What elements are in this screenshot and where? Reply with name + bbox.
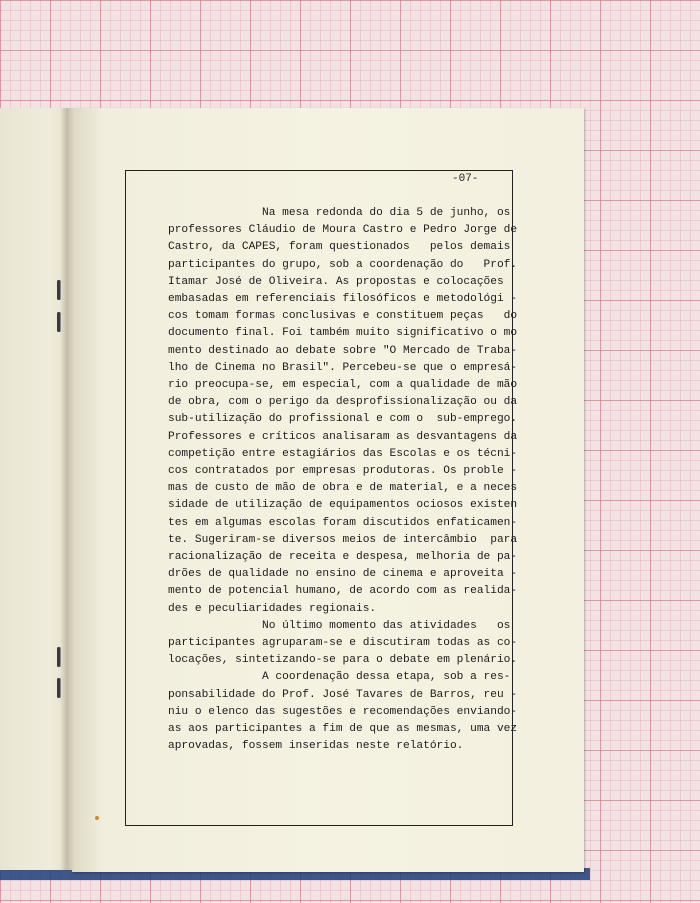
paper-stain xyxy=(95,816,99,820)
text-line: Itamar José de Oliveira. As propostas e colocações xyxy=(168,275,504,288)
text-line: Castro, da CAPES, foram questionados pelos demais xyxy=(168,241,511,254)
text-line: embasadas em referenciais filosóficos e metodológi - xyxy=(168,293,518,306)
text-line: ponsabilidade do Prof. José Tavares de Barros, reu - xyxy=(168,688,518,701)
text-line: locações, sintetizando-se para o debate em plenário. xyxy=(168,654,518,667)
staple-icon xyxy=(57,647,60,667)
text-line: racionalização de receita e despesa, melhoria de pa- xyxy=(168,551,518,564)
staple-icon xyxy=(57,312,60,332)
text-line: sidade de utilização de equipamentos ociosos existen xyxy=(168,499,518,512)
text-line: mento destinado ao debate sobre "O Mercado de Traba- xyxy=(168,344,518,357)
text-line: te. Sugeriram-se diversos meios de intercâmbio para xyxy=(168,533,518,546)
text-line: Na mesa redonda do dia 5 de junho, os xyxy=(168,207,511,219)
text-line: drões de qualidade no ensino de cinema e aproveita - xyxy=(168,568,518,581)
staple-icon xyxy=(57,280,60,300)
text-line: rio preocupa-se, em especial, com a qualidade de mão xyxy=(168,379,518,392)
text-line: participantes agruparam-se e discutiram todas as co- xyxy=(168,637,518,650)
text-line: cos contratados por empresas produtoras. Os proble - xyxy=(168,465,518,478)
text-line: sub-utilização do profissional e com o sub-emprego. xyxy=(168,413,518,426)
staple-icon xyxy=(57,678,60,698)
text-line: aprovadas, fossem inseridas neste relatório. xyxy=(168,740,464,753)
text-line: No último momento das atividades os xyxy=(168,619,511,632)
text-line: mas de custo de mão de obra e de material, e a neces xyxy=(168,482,518,495)
text-line: mento de potencial humano, de acordo com as realida- xyxy=(168,585,518,598)
text-line: niu o elenco das sugestões e recomendações enviando- xyxy=(168,705,518,718)
text-line: tes em algumas escolas foram discutidos enfaticamen- xyxy=(168,516,518,529)
text-line: participantes do grupo, sob a coordenação do Prof. xyxy=(168,258,518,271)
text-line: lho de Cinema no Brasil". Percebeu-se que o empresá- xyxy=(168,361,518,374)
text-line: as aos participantes a fim de que as mesmas, uma vez xyxy=(168,723,518,736)
text-line: de obra, com o perigo da desprofissionalização ou da xyxy=(168,396,518,409)
text-line: A coordenação dessa etapa, sob a res- xyxy=(168,671,511,684)
page-crease xyxy=(60,108,74,870)
text-line: documento final. Foi também muito significativo o mo xyxy=(168,327,518,340)
document-body xyxy=(168,205,518,756)
page-number: -07- xyxy=(452,173,479,185)
text-line: professores Cláudio de Moura Castro e Pedro Jorge de xyxy=(168,224,518,237)
text-line: cos tomam formas conclusivas e constituem peças do xyxy=(168,310,518,323)
text-line: competição entre estagiários das Escolas e os técni- xyxy=(168,447,518,460)
text-line: Professores e críticos analisaram as desvantagens da xyxy=(168,430,518,443)
text-line: des e peculiaridades regionais. xyxy=(168,602,377,615)
